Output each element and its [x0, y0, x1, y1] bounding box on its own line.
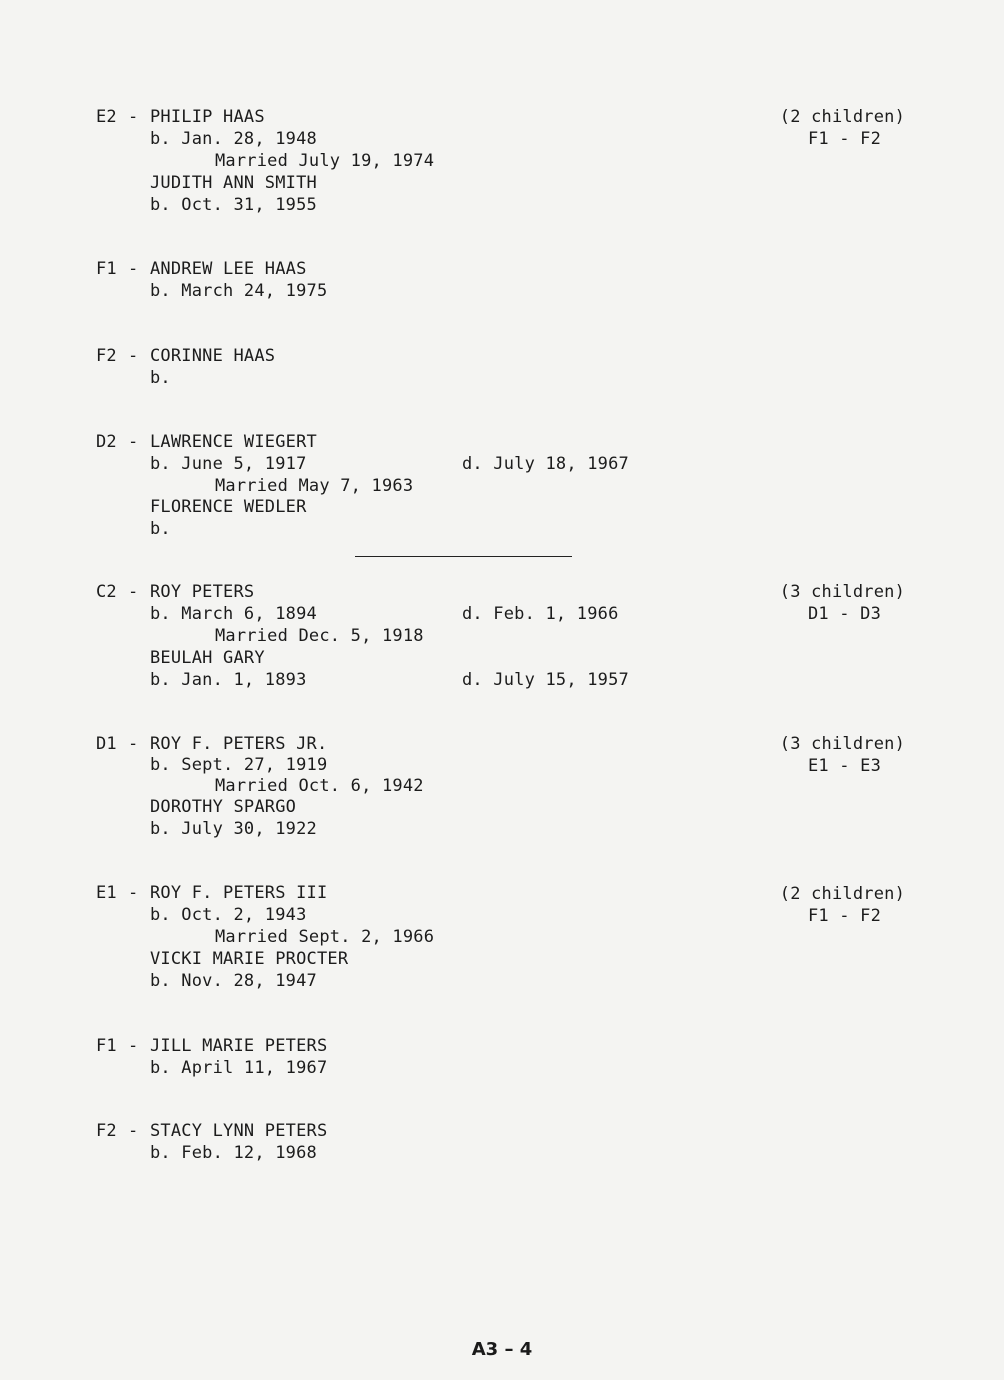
entry-dash: - — [128, 259, 139, 279]
entry-name: STACY LYNN PETERS — [150, 1121, 328, 1141]
entry-code: E2 — [96, 107, 117, 127]
spouse-name: FLORENCE WEDLER — [150, 497, 307, 517]
entry-death: d. July 18, 1967 — [462, 454, 629, 474]
children-count: (2 children) — [779, 884, 905, 904]
children-range: F1 - F2 — [808, 129, 882, 149]
entry-marriage: Married May 7, 1963 — [215, 476, 414, 496]
section-divider — [355, 556, 572, 557]
entry-name: ROY PETERS — [150, 582, 255, 602]
entry-birth: b. Jan. 28, 1948 — [150, 129, 317, 149]
entry-dash: - — [128, 1036, 139, 1056]
entry-marriage: Married Dec. 5, 1918 — [215, 626, 424, 646]
entry-birth: b. Sept. 27, 1919 — [150, 755, 328, 775]
spouse-birth: b. Nov. 28, 1947 — [150, 971, 317, 991]
entry-marriage: Married Sept. 2, 1966 — [215, 927, 435, 947]
children-count: (3 children) — [779, 582, 905, 602]
entry-code: F1 — [96, 1036, 117, 1056]
children-range: E1 - E3 — [808, 756, 882, 776]
entry-dash: - — [128, 346, 139, 366]
spouse-name: BEULAH GARY — [150, 648, 265, 668]
entry-name: JILL MARIE PETERS — [150, 1036, 328, 1056]
entry-name: CORINNE HAAS — [150, 346, 276, 366]
entry-birth: b. Feb. 12, 1968 — [150, 1143, 317, 1163]
entry-code: E1 — [96, 883, 117, 903]
children-range: D1 - D3 — [808, 604, 882, 624]
entry-dash: - — [128, 107, 139, 127]
entry-code: C2 — [96, 582, 117, 602]
entry-dash: - — [128, 734, 139, 754]
entry-code: F1 — [96, 259, 117, 279]
entry-name: LAWRENCE WIEGERT — [150, 432, 317, 452]
spouse-name: DOROTHY SPARGO — [150, 797, 297, 817]
page-number: A3 – 4 — [471, 1339, 533, 1360]
entry-name: PHILIP HAAS — [150, 107, 265, 127]
entry-dash: - — [128, 582, 139, 602]
entry-marriage: Married Oct. 6, 1942 — [215, 776, 424, 796]
entry-name: ANDREW LEE HAAS — [150, 259, 307, 279]
entry-name: ROY F. PETERS III — [150, 883, 328, 903]
spouse-birth: b. Oct. 31, 1955 — [150, 195, 317, 215]
entry-birth: b. — [150, 368, 171, 388]
spouse-birth: b. July 30, 1922 — [150, 819, 317, 839]
entry-birth: b. March 24, 1975 — [150, 281, 328, 301]
entry-birth: b. April 11, 1967 — [150, 1058, 328, 1078]
entry-dash: - — [128, 1121, 139, 1141]
entry-code: D1 — [96, 734, 117, 754]
entry-code: F2 — [96, 1121, 117, 1141]
entry-birth: b. March 6, 1894 — [150, 604, 317, 624]
spouse-name: JUDITH ANN SMITH — [150, 173, 317, 193]
children-range: F1 - F2 — [808, 906, 882, 926]
spouse-birth: b. Jan. 1, 1893 — [150, 670, 307, 690]
entry-name: ROY F. PETERS JR. — [150, 734, 328, 754]
children-count: (2 children) — [779, 107, 905, 127]
entry-death: d. Feb. 1, 1966 — [462, 604, 619, 624]
entry-birth: b. Oct. 2, 1943 — [150, 905, 307, 925]
entry-dash: - — [128, 432, 139, 452]
spouse-birth: b. — [150, 519, 171, 539]
spouse-death: d. July 15, 1957 — [462, 670, 629, 690]
entry-code: D2 — [96, 432, 117, 452]
children-count: (3 children) — [779, 734, 905, 754]
entry-birth: b. June 5, 1917 — [150, 454, 307, 474]
spouse-name: VICKI MARIE PROCTER — [150, 949, 349, 969]
entry-code: F2 — [96, 346, 117, 366]
entry-dash: - — [128, 883, 139, 903]
entry-marriage: Married July 19, 1974 — [215, 151, 435, 171]
